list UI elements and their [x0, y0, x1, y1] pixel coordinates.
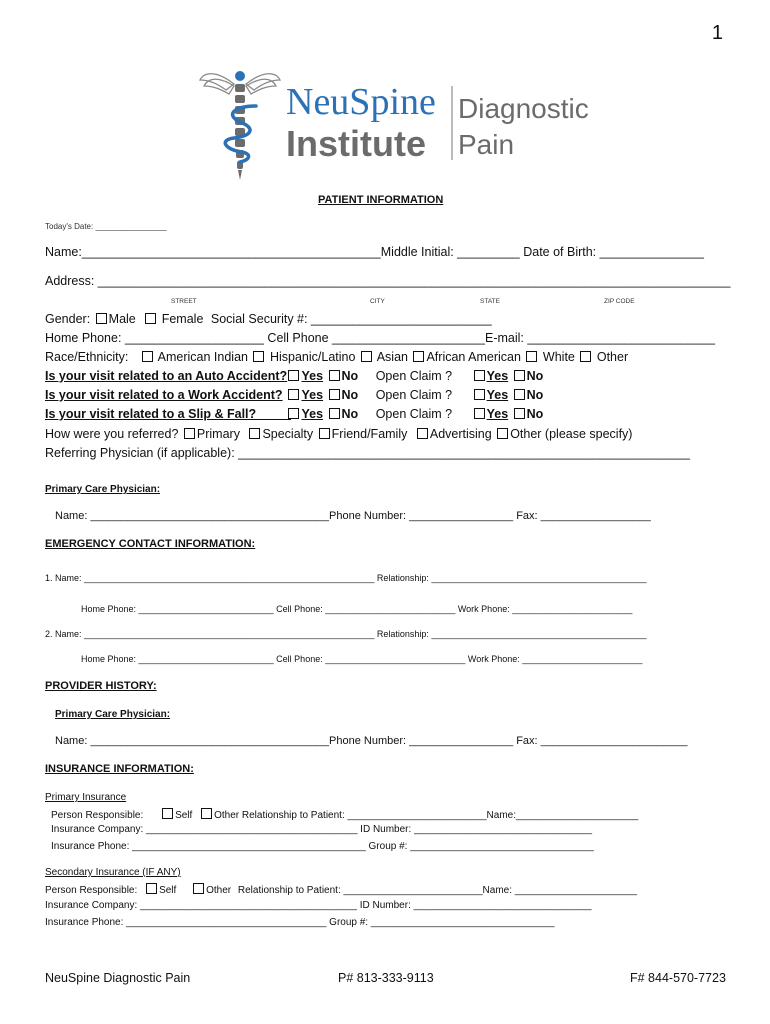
asian-label: Asian — [376, 350, 408, 364]
race-label: Race/Ethnicity: — [45, 350, 129, 364]
visit-slip-question: Is your visit related to a Slip & Fall?_____ — [45, 407, 291, 421]
african-american-label: African American — [426, 350, 521, 364]
work-claim-yes-label: Yes — [486, 388, 509, 402]
referred-friend-checkbox[interactable] — [319, 428, 330, 439]
female-checkbox[interactable] — [145, 313, 156, 324]
primary-responsible-label: Person Responsible: — [51, 810, 144, 821]
secondary-self-label: Self — [159, 885, 177, 896]
male-label: Male — [108, 312, 136, 326]
address-row[interactable]: Address: ___________________________________________________________________________________________ — [45, 274, 731, 288]
auto-claim-yes-checkbox[interactable] — [474, 370, 485, 381]
referred-primary-checkbox[interactable] — [184, 428, 195, 439]
footer-name: NeuSpine Diagnostic Pain — [45, 971, 191, 985]
gender-row — [45, 312, 492, 326]
secondary-responsible-row — [45, 883, 637, 896]
secondary-phone-row[interactable]: Insurance Phone: ____________________________________ Group #: _________________________________ — [45, 917, 555, 928]
secondary-other-label: Other — [206, 885, 232, 896]
work-no-label: No — [341, 388, 359, 402]
other-race-label: Other — [596, 350, 629, 364]
visit-auto-row — [45, 369, 543, 383]
auto-claim-no-checkbox[interactable] — [514, 370, 525, 381]
provider-pcp-heading: Primary Care Physician: — [55, 709, 171, 720]
insurance-heading: INSURANCE INFORMATION: — [45, 763, 194, 775]
primary-other-label: Other — [214, 810, 240, 821]
footer-fax: F# 844-570-7723 — [630, 971, 726, 985]
auto-claim-no-label: No — [526, 369, 544, 383]
african-american-checkbox[interactable] — [413, 351, 424, 362]
referred-label: How were you referred? — [45, 427, 179, 441]
referred-row — [45, 427, 632, 441]
logo-line2: Institute — [286, 123, 426, 164]
white-label: White — [542, 350, 575, 364]
primary-phone-row[interactable]: Insurance Phone: __________________________________________ Group #: _________________________________ — [51, 841, 594, 852]
caduceus-icon — [196, 66, 596, 186]
secondary-insurance-label: Secondary Insurance (IF ANY) — [45, 867, 181, 878]
ssn-field[interactable]: Social Security #: __________________________ — [210, 312, 492, 326]
asian-checkbox[interactable] — [361, 351, 372, 362]
phone-email-row[interactable]: Home Phone: ____________________ Cell Phone ______________________E-mail: ___________________________ — [45, 331, 716, 345]
auto-open-claim-label: Open Claim ? — [375, 369, 453, 383]
referred-other-label: Other (please specify) — [510, 427, 633, 441]
secondary-self-checkbox[interactable] — [146, 883, 157, 894]
slip-open-claim-label: Open Claim ? — [375, 407, 453, 421]
secondary-relationship-field[interactable]: Relationship to Patient: _________________________Name: ______________________ — [237, 885, 638, 896]
gender-label: Gender: — [45, 312, 91, 326]
auto-yes-label: Yes — [301, 369, 324, 383]
page-number: 1 — [711, 22, 723, 44]
hispanic-label: Hispanic/Latino — [269, 350, 356, 364]
referred-specialty-checkbox[interactable] — [249, 428, 260, 439]
primary-responsible-row — [51, 808, 638, 821]
logo-side1: Diagnostic — [458, 93, 589, 124]
slip-claim-no-checkbox[interactable] — [514, 408, 525, 419]
work-yes-label: Yes — [301, 388, 324, 402]
pcp-row[interactable]: Name: _______________________________________Phone Number: _________________ Fax: __________________ — [55, 510, 651, 522]
auto-no-label: No — [341, 369, 359, 383]
race-row — [45, 350, 628, 364]
logo-side2: Pain — [458, 129, 515, 160]
visit-work-row — [45, 388, 543, 402]
auto-yes-checkbox[interactable] — [288, 370, 299, 381]
primary-company-row[interactable]: Insurance Company: ______________________________________ ID Number: ________________________________ — [51, 824, 593, 835]
emergency-contact2-phones[interactable]: Home Phone: ___________________________ Cell Phone: ____________________________ Work Phone: ________________________ — [81, 654, 643, 664]
emergency-heading: EMERGENCY CONTACT INFORMATION: — [45, 538, 256, 550]
primary-relationship-field[interactable]: Relationship to Patient: _________________________Name:______________________ — [241, 810, 639, 821]
slip-claim-yes-label: Yes — [486, 407, 509, 421]
neuspine-logo — [196, 66, 596, 186]
other-race-checkbox[interactable] — [580, 351, 591, 362]
work-open-claim-label: Open Claim ? — [375, 388, 453, 402]
american-indian-label: American Indian — [157, 350, 248, 364]
work-claim-no-checkbox[interactable] — [514, 389, 525, 400]
slip-yes-checkbox[interactable] — [288, 408, 299, 419]
primary-self-checkbox[interactable] — [162, 808, 173, 819]
primary-other-checkbox[interactable] — [201, 808, 212, 819]
visit-work-question: Is your visit related to a Work Accident? — [45, 388, 283, 402]
logo-line1: NeuSpine — [286, 81, 436, 123]
referred-primary-label: Primary — [196, 427, 240, 441]
referred-advertising-label: Advertising — [429, 427, 492, 441]
secondary-other-checkbox[interactable] — [193, 883, 204, 894]
address-state-label: STATE — [480, 298, 500, 305]
referred-advertising-checkbox[interactable] — [417, 428, 428, 439]
auto-no-checkbox[interactable] — [329, 370, 340, 381]
address-city-label: CITY — [370, 298, 385, 305]
work-yes-checkbox[interactable] — [288, 389, 299, 400]
form-title: PATIENT INFORMATION — [318, 194, 444, 206]
referred-other-checkbox[interactable] — [497, 428, 508, 439]
slip-no-label: No — [341, 407, 359, 421]
emergency-contact2[interactable]: 2. Name: __________________________________________________________ Relationship: ___________________________________________ — [45, 629, 647, 639]
referred-friend-label: Friend/Family — [331, 427, 408, 441]
hispanic-checkbox[interactable] — [253, 351, 264, 362]
slip-yes-label: Yes — [301, 407, 324, 421]
slip-no-checkbox[interactable] — [329, 408, 340, 419]
male-checkbox[interactable] — [96, 313, 107, 324]
white-checkbox[interactable] — [526, 351, 537, 362]
primary-self-label: Self — [175, 810, 193, 821]
visit-auto-question: Is your visit related to an Auto Accident? — [45, 369, 288, 383]
footer-phone: P# 813-333-9113 — [338, 971, 434, 985]
work-claim-yes-checkbox[interactable] — [474, 389, 485, 400]
emergency-contact1-phones[interactable]: Home Phone: ___________________________ Cell Phone: __________________________ Work Phone: ________________________ — [81, 604, 633, 614]
address-zip-label: ZIP CODE — [604, 298, 635, 305]
female-label: Female — [161, 312, 204, 326]
address-street-label: STREET — [171, 298, 197, 305]
work-claim-no-label: No — [526, 388, 544, 402]
primary-insurance-label: Primary Insurance — [45, 792, 127, 803]
secondary-company-row[interactable]: Insurance Company: _______________________________________ ID Number: ________________________________ — [45, 900, 592, 911]
emergency-contact1[interactable]: 1. Name: __________________________________________________________ Relationship: ___________________________________________ — [45, 573, 647, 583]
secondary-responsible-label: Person Responsible: — [45, 885, 138, 896]
provider-heading: PROVIDER HISTORY: — [45, 680, 157, 692]
visit-slip-row — [45, 407, 543, 421]
slip-claim-yes-checkbox[interactable] — [474, 408, 485, 419]
slip-claim-no-label: No — [526, 407, 544, 421]
referring-physician-field[interactable]: Referring Physician (if applicable): _________________________________________________________________ — [45, 446, 691, 460]
auto-claim-yes-label: Yes — [486, 369, 509, 383]
provider-pcp-row[interactable]: Name: _______________________________________Phone Number: _________________ Fax: ________________________ — [55, 735, 688, 747]
referred-specialty-label: Specialty — [262, 427, 314, 441]
todays-date-field[interactable]: Today's Date: ________________ — [45, 222, 167, 231]
pcp-heading: Primary Care Physician: — [45, 484, 161, 495]
work-no-checkbox[interactable] — [329, 389, 340, 400]
name-row[interactable]: Name:___________________________________________Middle Initial: _________ Date of Birth: _______________ — [45, 245, 704, 259]
american-indian-checkbox[interactable] — [142, 351, 153, 362]
